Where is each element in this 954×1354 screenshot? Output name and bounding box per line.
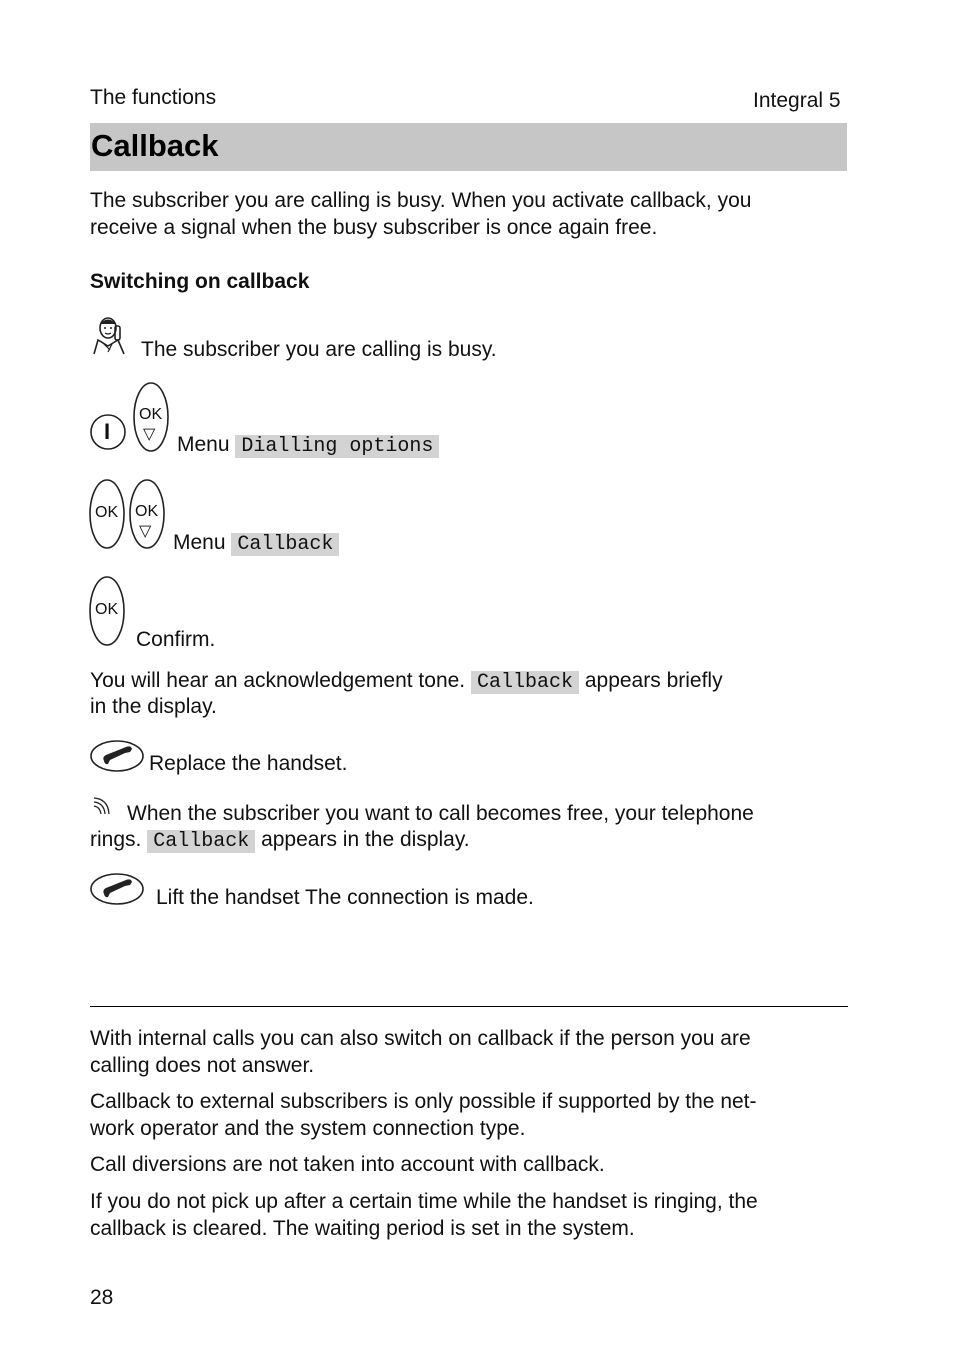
ring-line-2 <box>90 828 470 853</box>
step-busy-text: The subscriber you are calling is busy. <box>141 338 497 361</box>
intro-line-2: receive a signal when the busy subscriber is once again free. <box>90 216 658 239</box>
note-line: If you do not pick up after a certain time while the handset is ringing, the <box>90 1190 758 1213</box>
person-phone-icon <box>90 316 130 356</box>
note-line: Callback to external subscribers is only possible if supported by the net- <box>90 1090 757 1113</box>
ok-key-label: OK <box>95 504 119 521</box>
ringing-icon <box>90 797 112 819</box>
note-line: calling does not answer. <box>90 1054 315 1077</box>
menu-label: Menu <box>173 531 226 554</box>
note-3 <box>90 1151 830 1178</box>
ack-line-2: in the display. <box>90 695 217 718</box>
menu-label: Menu <box>177 433 230 456</box>
handset-icon <box>90 739 146 773</box>
note-line: Call diversions are not taken into account with callback. <box>90 1153 605 1176</box>
step-menu-callback <box>173 531 339 556</box>
down-arrow-label: ▽ <box>143 426 156 443</box>
note-4 <box>90 1188 830 1242</box>
note-line: callback is cleared. The waiting period is set in the system. <box>90 1217 635 1240</box>
ring-line-1: When the subscriber you want to call becomes free, your telephone <box>127 802 754 825</box>
page-title: Callback <box>91 128 219 163</box>
ack-text-after: appears briefly <box>584 669 723 692</box>
step-replace: Replace the handset. <box>149 752 348 775</box>
header-section: The functions <box>90 86 217 109</box>
display-callback: Callback <box>147 830 255 853</box>
line-key-label: I <box>104 419 111 444</box>
ack-text-before: You will hear an acknowledgement tone. <box>90 669 466 692</box>
ok-key-label: OK <box>95 601 119 618</box>
note-2 <box>90 1088 830 1142</box>
ack-line-1 <box>90 669 723 694</box>
display-callback: Callback <box>231 533 339 556</box>
step-lift: Lift the handset The connection is made. <box>156 886 534 909</box>
divider <box>90 1006 848 1007</box>
ok-key-label: OK <box>135 503 159 520</box>
subheading: Switching on callback <box>90 270 310 293</box>
ring-after: appears in the display. <box>261 828 470 851</box>
intro-line-1: The subscriber you are calling is busy. When you activate callback, you <box>90 189 752 212</box>
note-1 <box>90 1025 830 1079</box>
note-line: With internal calls you can also switch on callback if the person you are <box>90 1027 751 1050</box>
display-dialling-options: Dialling options <box>235 435 439 458</box>
step-confirm: Confirm. <box>136 628 216 651</box>
note-line: work operator and the system connection type. <box>90 1117 526 1140</box>
ok-key-label: OK <box>139 406 163 423</box>
down-arrow-label: ▽ <box>139 523 152 540</box>
handset-icon <box>90 872 146 906</box>
header-product: Integral 5 <box>753 89 841 112</box>
page-number: 28 <box>90 1286 114 1309</box>
display-callback: Callback <box>471 671 579 694</box>
step-menu-dialling <box>177 433 439 458</box>
title-bar <box>90 123 847 171</box>
ring-prefix: rings. <box>90 828 142 851</box>
